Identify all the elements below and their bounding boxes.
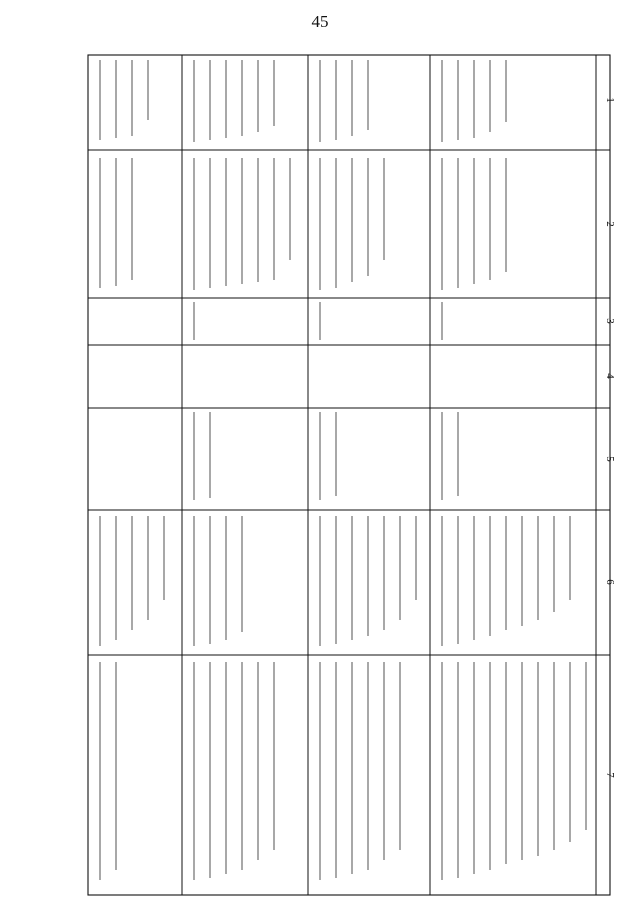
page-number: 45 bbox=[311, 12, 329, 31]
table-border bbox=[88, 55, 610, 895]
column-number: 7 bbox=[604, 772, 616, 778]
illegible-cell-text bbox=[100, 60, 586, 880]
column-number: 1 bbox=[604, 97, 616, 103]
column-number: 4 bbox=[604, 373, 616, 379]
column-number: 6 bbox=[604, 579, 616, 585]
column-number: 3 bbox=[604, 318, 616, 324]
column-number: 5 bbox=[604, 456, 616, 462]
column-number: 2 bbox=[604, 221, 616, 227]
